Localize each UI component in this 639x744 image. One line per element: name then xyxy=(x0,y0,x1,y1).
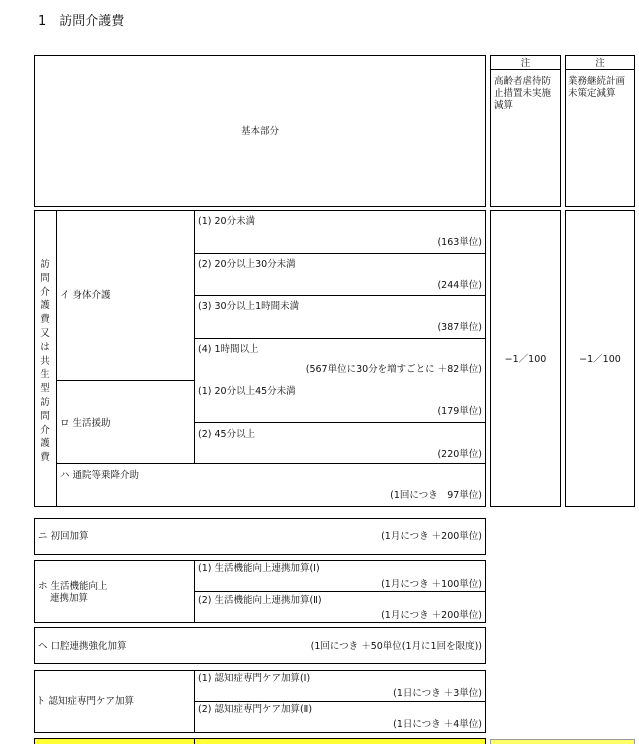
highlighted-note xyxy=(490,739,635,744)
life-function-units-2: (1月につき ＋200単位) xyxy=(381,610,482,621)
body-care-item-4: (4) 1時間以上 xyxy=(198,344,259,355)
initial-addition-label: ニ 初回加算 xyxy=(38,531,89,542)
body-care-units-2: (244単位) xyxy=(437,280,482,291)
life-function-units-1: (1月につき ＋100単位) xyxy=(381,579,482,590)
living-support-item-2: (2) 45分以上 xyxy=(198,429,256,440)
body-care-label: イ 身体介護 xyxy=(60,290,111,301)
dementia-addition-label: ト 認知症専門ケア加算 xyxy=(36,696,135,707)
note1-tag: 注 xyxy=(520,58,531,69)
oral-addition-units: (1回につき ＋50単位(1月に1回を限度)) xyxy=(310,641,482,652)
dementia-item-1: (1) 認知症専門ケア加算(Ⅰ) xyxy=(198,673,311,684)
transport-units: (1回につき 97単位) xyxy=(390,490,482,501)
highlighted-row xyxy=(34,738,486,744)
body-care-item-2: (2) 20分以上30分未満 xyxy=(198,259,296,270)
body-care-units-4: (567単位に30分を増すごとに ＋82単位) xyxy=(305,364,482,375)
note1-label: 高齢者虐待防止措置未実施減算 xyxy=(494,76,552,111)
living-support-units-1: (179単位) xyxy=(437,406,482,417)
dementia-units-2: (1日につき ＋4単位) xyxy=(393,719,482,730)
oral-addition-label: ヘ 口腔連携強化加算 xyxy=(38,641,127,652)
note1-value: −1／100 xyxy=(504,354,547,365)
living-support-label: ロ 生活援助 xyxy=(60,418,111,429)
basic-part-label: 基本部分 xyxy=(240,126,279,137)
body-care-item-3: (3) 30分以上1時間未満 xyxy=(198,301,300,312)
body-care-item-1: (1) 20分未満 xyxy=(198,216,256,227)
living-support-units-2: (220単位) xyxy=(437,449,482,460)
service-vertical-label: 訪問介護費又は共生型訪問介護費 xyxy=(40,259,50,464)
life-function-item-1: (1) 生活機能向上連携加算(Ⅰ) xyxy=(198,563,320,574)
note2-value: −1／100 xyxy=(579,354,621,365)
page-title: 1 訪問介護費 xyxy=(38,14,125,29)
life-function-label-2: 連携加算 xyxy=(50,593,89,604)
transport-label: ハ 通院等乗降介助 xyxy=(60,470,140,481)
life-function-label-1: ホ 生活機能向上 xyxy=(38,581,108,592)
dementia-item-2: (2) 認知症専門ケア加算(Ⅱ) xyxy=(198,704,313,715)
note2-tag: 注 xyxy=(595,58,605,69)
living-support-item-1: (1) 20分以上45分未満 xyxy=(198,386,296,397)
body-care-units-1: (163単位) xyxy=(437,237,482,248)
life-function-item-2: (2) 生活機能向上連携加算(Ⅱ) xyxy=(198,595,322,606)
dementia-units-1: (1日につき ＋3単位) xyxy=(393,688,482,699)
note2-label: 業務継続計画未策定減算 xyxy=(568,76,626,99)
initial-addition-units: (1月につき ＋200単位) xyxy=(381,531,482,542)
body-care-units-3: (387単位) xyxy=(437,322,482,333)
